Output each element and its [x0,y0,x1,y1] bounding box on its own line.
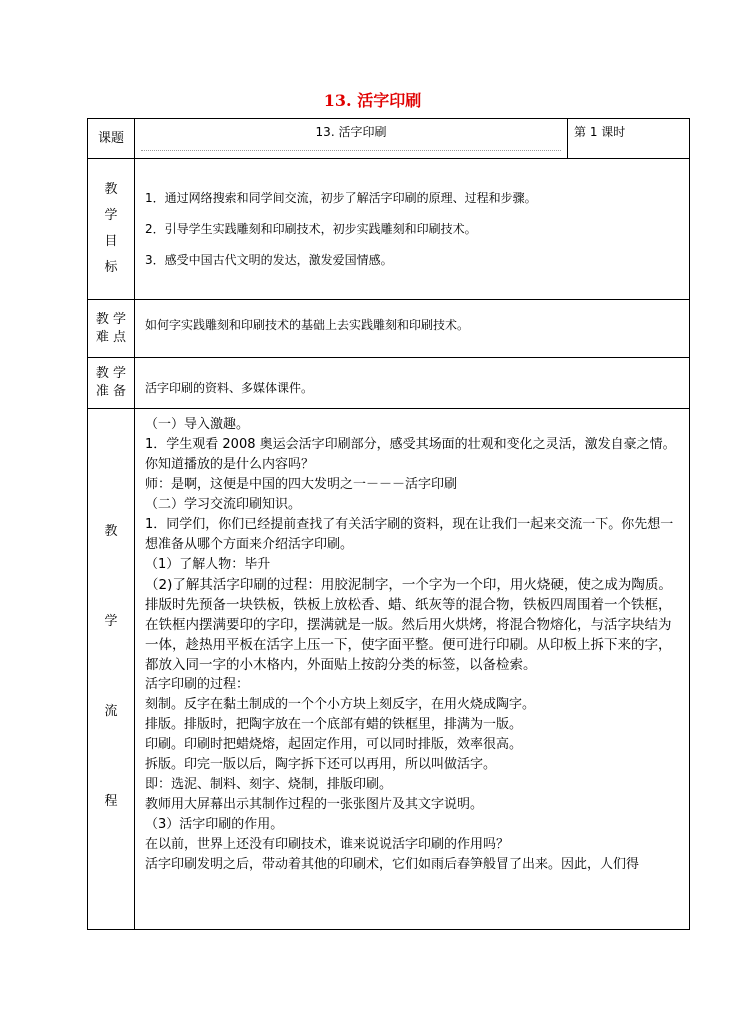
flow-line: 1．同学们，你们已经提前查找了有关活字刷的资料，现在让我们一起来交流一下。你先想一想准备从哪个方面来介绍活字印刷。 [145,517,674,552]
flow-line: 在以前，世界上还没有印刷技术，谁来说说活字印刷的作用吗？ [145,837,510,852]
difficulty-label-line: 教 学 [95,311,127,327]
prep-text: 活字印刷的资料、多媒体课件。 [145,380,314,395]
goals-label [88,159,135,300]
flow-line: （3）活字印刷的作用。 [145,817,284,832]
topic-text: 13. 活字印刷 [315,125,387,139]
goal-item: 3．感受中国古代文明的发达，激发爱国情感。 [145,253,393,267]
prep-label [88,358,135,409]
flow-line: （二）学习交流印刷知识。 [145,497,302,512]
flow-line: （一）导入激趣。 [145,417,250,432]
goals-content [135,159,690,300]
prep-label-line: 准 备 [95,384,127,399]
flow-line: （1）了解人物：毕升 [145,557,271,572]
goals-label-char: 学 [104,208,118,223]
goal-item: 2．引导学生实践雕刻和印刷技术，初步实践雕刻和印刷技术。 [145,222,477,236]
flow-line: 你知道播放的是什么内容吗？ [145,457,315,472]
period-cell: 第 1 课时 [568,119,690,159]
flow-line: （2)了解其活字印刷的过程：用胶泥制字，一个字为一个印，用火烧硬，使之成为陶质。排版时先预备一块铁板，铁板上放松香、蜡、纸灰等的混合物，铁板四周围着一个铁框，在铁框内摆满要印的字印，摆满就是一版。然后用火烘烤，将混合物熔化，与活字块结为一体，趁热用平板在活字上压一下，使字面平整。便可进行印刷。从印板上拆下来的字，都放入同一字的小木格内，外面贴上按韵分类的标签，以备检索。 [145,577,672,673]
prep-content [135,358,690,409]
difficulty-row [88,300,690,358]
difficulty-content [135,300,690,358]
goal-item: 1．通过网络搜索和同学间交流，初步了解活字印刷的原理、过程和步骤。 [145,191,537,205]
goals-label-char: 标 [104,260,118,275]
flow-label [88,409,135,930]
flow-line: 教师用大屏幕出示其制作过程的一张张图片及其文字说明。 [145,797,484,812]
flow-line: 拆版。印完一版以后，陶字拆下还可以再用，所以叫做活字。 [145,757,497,772]
flow-content [135,409,690,930]
dotted-divider [141,150,561,151]
flow-line: 1．学生观看 2008 奥运会活字印刷部分，感受其场面的壮观和变化之灵活，激发自豪之情。 [145,437,676,452]
flow-row [88,409,690,930]
flow-line: 印刷。印刷时把蜡烧熔，起固定作用，可以同时排版，效率很高。 [145,737,523,752]
prep-label-line: 教 学 [95,366,127,381]
goals-label-char: 教 [104,182,118,197]
flow-label-char: 教 [104,524,118,539]
difficulty-text: 如何字实践雕刻和印刷技术的基础上去实践雕刻和印刷技术。 [145,318,470,332]
flow-line: 活字印刷发明之后，带动着其他的印刷术，它们如雨后春笋般冒了出来。因此，人们得 [145,857,640,872]
difficulty-label [88,300,135,358]
topic-row [88,119,690,159]
topic-cell [135,119,568,159]
goals-row [88,159,690,300]
difficulty-label-line: 难 点 [95,329,127,345]
page-title: 13. 活字印刷 [323,91,422,110]
flow-line: 刻制。反字在黏土制成的一个个小方块上刻反字，在用火烧成陶字。 [145,697,536,712]
flow-label-char: 流 [104,704,118,719]
lesson-plan-table [87,118,690,930]
prep-row [88,358,690,409]
topic-label: 课题 [88,119,135,159]
flow-line: 排版。排版时，把陶字放在一个底部有蜡的铁框里，排满为一版。 [145,717,523,732]
flow-line: 即：选泥、制料、刻字、烧制，排版印刷。 [145,777,393,792]
flow-line: 师：是啊，这便是中国的四大发明之一－－－活字印刷 [145,477,458,492]
goals-label-char: 目 [104,234,118,249]
flow-label-char: 学 [104,614,118,629]
flow-label-char: 程 [104,794,118,809]
flow-line: 活字印刷的过程： [145,677,250,692]
